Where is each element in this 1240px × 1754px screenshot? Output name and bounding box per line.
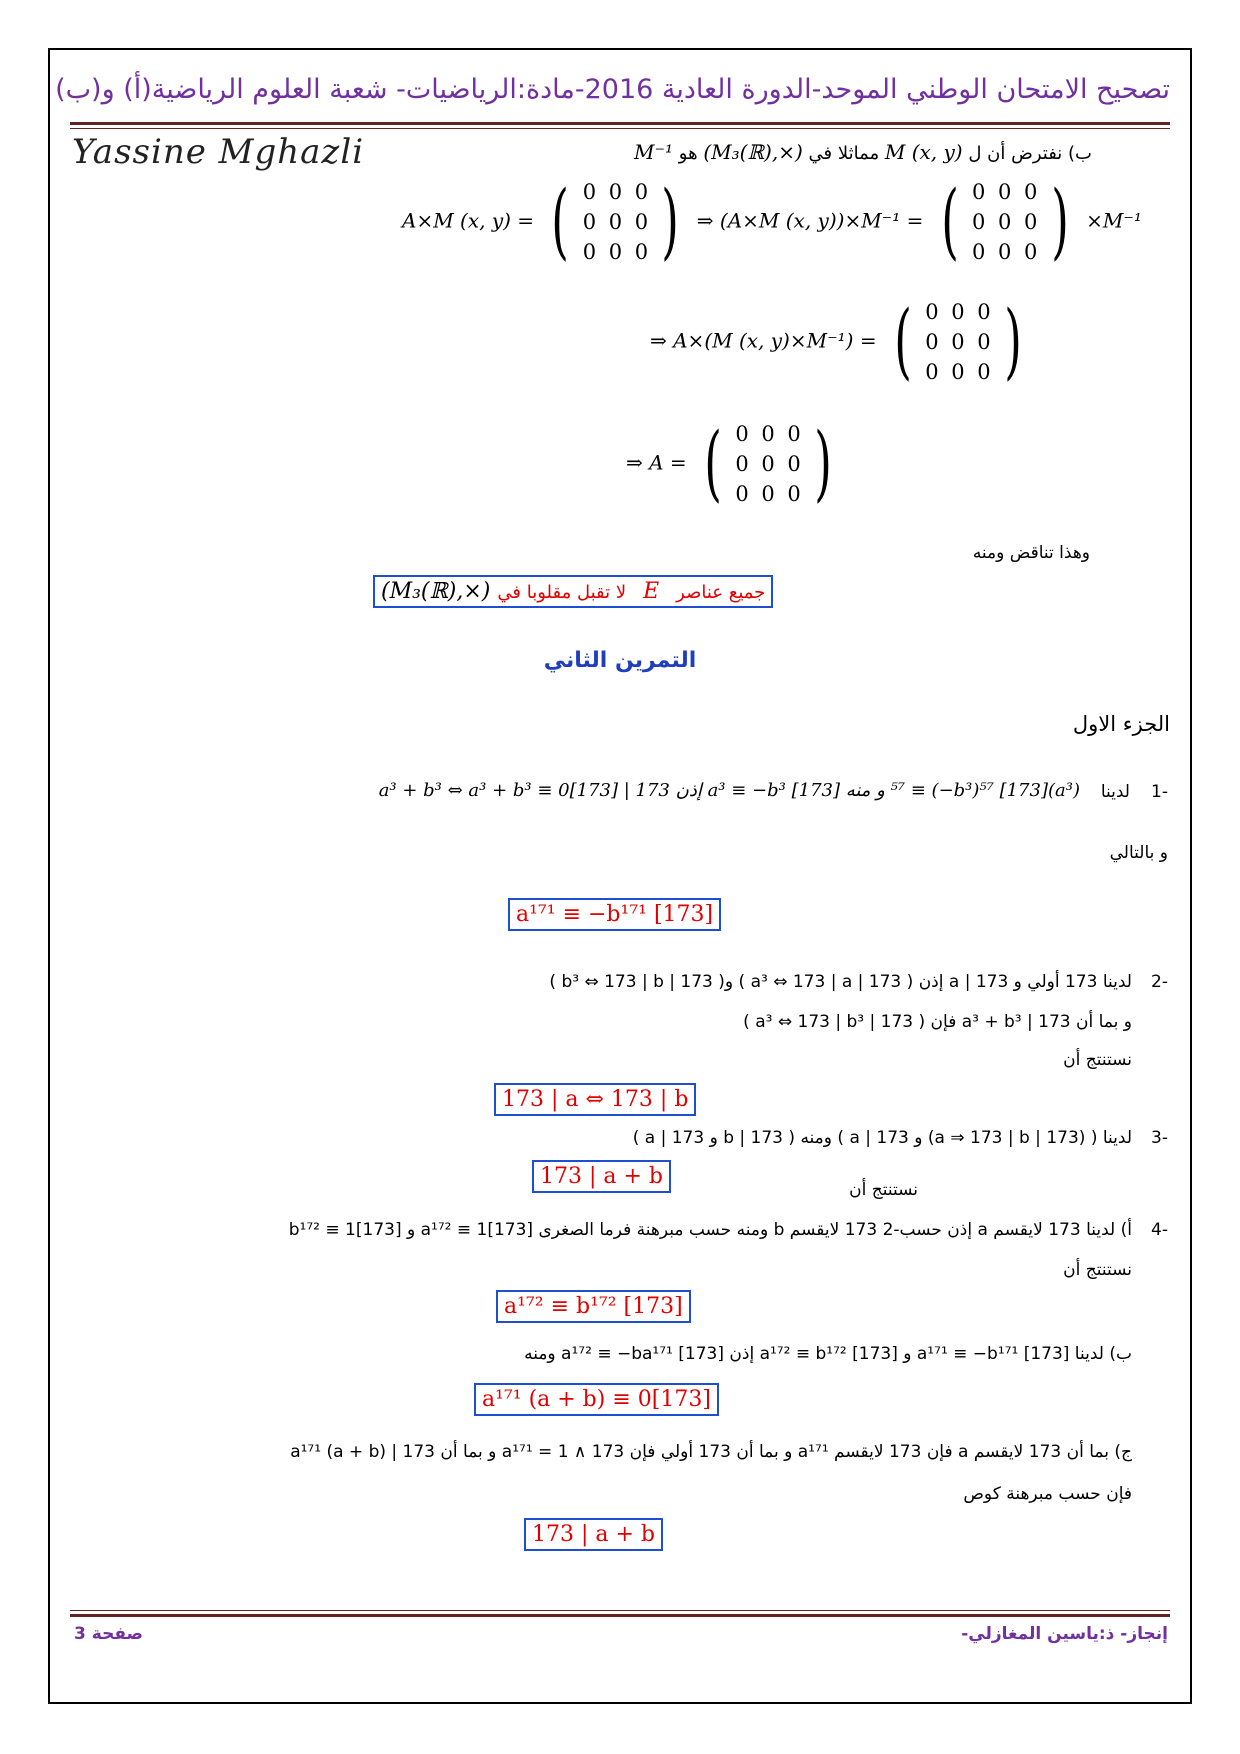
equation-3 [626,416,843,511]
zero-matrix: ( 0 0 0 0 0 0 0 0 0 ) [551,174,680,269]
q2-number: -2 [1151,972,1168,992]
eq1-right: ×M⁻¹ [1086,208,1142,233]
q4c-line1: ج) بما أن 173 لايقسم a فإن 173 لايقسم a¹⁷¹ و بما أن 173 أولي فإن 173 ∧ a¹⁷¹ = 1 و بما أن 173 | a¹⁷¹ (a + b) [290,1442,1132,1462]
q3-number: -3 [1151,1128,1168,1148]
footer-page-number: صفحة 3 [74,1624,143,1644]
q2-line2: و بما أن 173 | a³ + b³ فإن ( 173 | a³ ⇔ 173 | b³ ) [743,1012,1132,1032]
q4c-line2: فإن حسب مبرهنة كوص [963,1484,1132,1504]
section-title: التمرين الثاني [543,648,697,673]
result-box-1: جميع عناصر E لا تقبل مقلوبا في (M₃(ℝ),×) [373,575,773,608]
part-b-mid: مماثلا في [808,143,880,164]
header-rule-thin [70,128,1170,129]
q2-line3: نستنتج أن [1063,1050,1132,1070]
q4b-result-box: a¹⁷¹ (a + b) ≡ 0[173] [474,1383,719,1416]
q4a-result-box: a¹⁷² ≡ b¹⁷² [173] [496,1290,691,1323]
page-title: تصحيح الامتحان الوطني الموحد-الدورة العادية 2016-مادة:الرياضيات- شعبة العلوم الرياضية(أ) و(ب) [55,74,1170,105]
part-b-intro [634,140,1092,164]
q4c-result-box: 173 | a + b [524,1518,663,1551]
eq1-mid: ⇒ (A×M (x, y))×M⁻¹ = [696,208,924,233]
group-expr: (M₃(ℝ),×) [703,140,803,164]
q4b-line1: ب) لدينا a¹⁷¹ ≡ −b¹⁷¹ [173] و a¹⁷² ≡ b¹⁷² [173] إذن a¹⁷² ≡ −ba¹⁷¹ [173] ومنه [524,1344,1132,1364]
part-b-label: ب) نفترض أن ل [968,143,1092,164]
equation-2 [650,294,1033,389]
q3-line2: نستنتج أن [849,1180,918,1200]
zero-matrix: ( 0 0 0 0 0 0 0 0 0 ) [704,416,832,511]
q1-text: لدينا [1100,782,1130,802]
footer-author: إنجاز- ذ:ياسين المغازلي- [961,1624,1168,1644]
footer-rule-thin [70,1610,1170,1611]
zero-matrix: ( 0 0 0 0 0 0 0 0 0 ) [894,294,1022,389]
q4a-line2: نستنتج أن [1063,1260,1132,1280]
header-rule [70,122,1170,125]
q1-math: (a³)⁵⁷ ≡ (−b³)⁵⁷ [173] و منه a³ ≡ −b³ [173] إذن 173 | a³ + b³ ⇔ a³ + b³ ≡ 0[173] [378,780,1080,801]
q3-result-box: 173 | a + b [532,1160,671,1193]
minv-expr: M⁻¹ [633,140,674,164]
q1-followup: و بالتالي [1109,843,1168,863]
equation-1 [402,174,1142,269]
contradiction-text: وهذا تناقض ومنه [972,543,1090,563]
eq2-left: ⇒ A×(M (x, y)×M⁻¹) = [650,328,877,353]
q4a-line1: أ) لدينا 173 لايقسم a إذن حسب-2 173 لايقسم b ومنه حسب مبرهنة فرما الصغرى a¹⁷² ≡ 1[173] و b¹⁷² ≡ 1[173] [288,1220,1132,1240]
q3-line1: لدينا ( (173 | a ⇒ 173 | b) و 173 | a ) ومنه ( 173 | b و 173 | a ) [632,1128,1132,1148]
footer-rule [70,1614,1170,1617]
part-title: الجزء الاول [1072,712,1170,736]
q1-result-box: a¹⁷¹ ≡ −b¹⁷¹ [173] [508,898,721,931]
q2-result-box: 173 | a ⇔ 173 | b [494,1083,696,1116]
part-b-howa: هو [678,143,698,164]
zero-matrix: ( 0 0 0 0 0 0 0 0 0 ) [940,174,1069,269]
mxy-expr: M (x, y) [884,140,963,164]
eq1-left: A×M (x, y) = [402,208,535,233]
q2-line1: لدينا 173 أولي و a | 173 إذن ( 173 | a³ ⇔ 173 | a ) و( 173 | b³ ⇔ 173 | b ) [549,972,1132,992]
author-signature: Yassine Mghazli [72,132,365,172]
eq3-left: ⇒ A = [626,450,687,475]
q1-number: -1 [1151,782,1168,802]
q4-number: -4 [1151,1220,1168,1240]
